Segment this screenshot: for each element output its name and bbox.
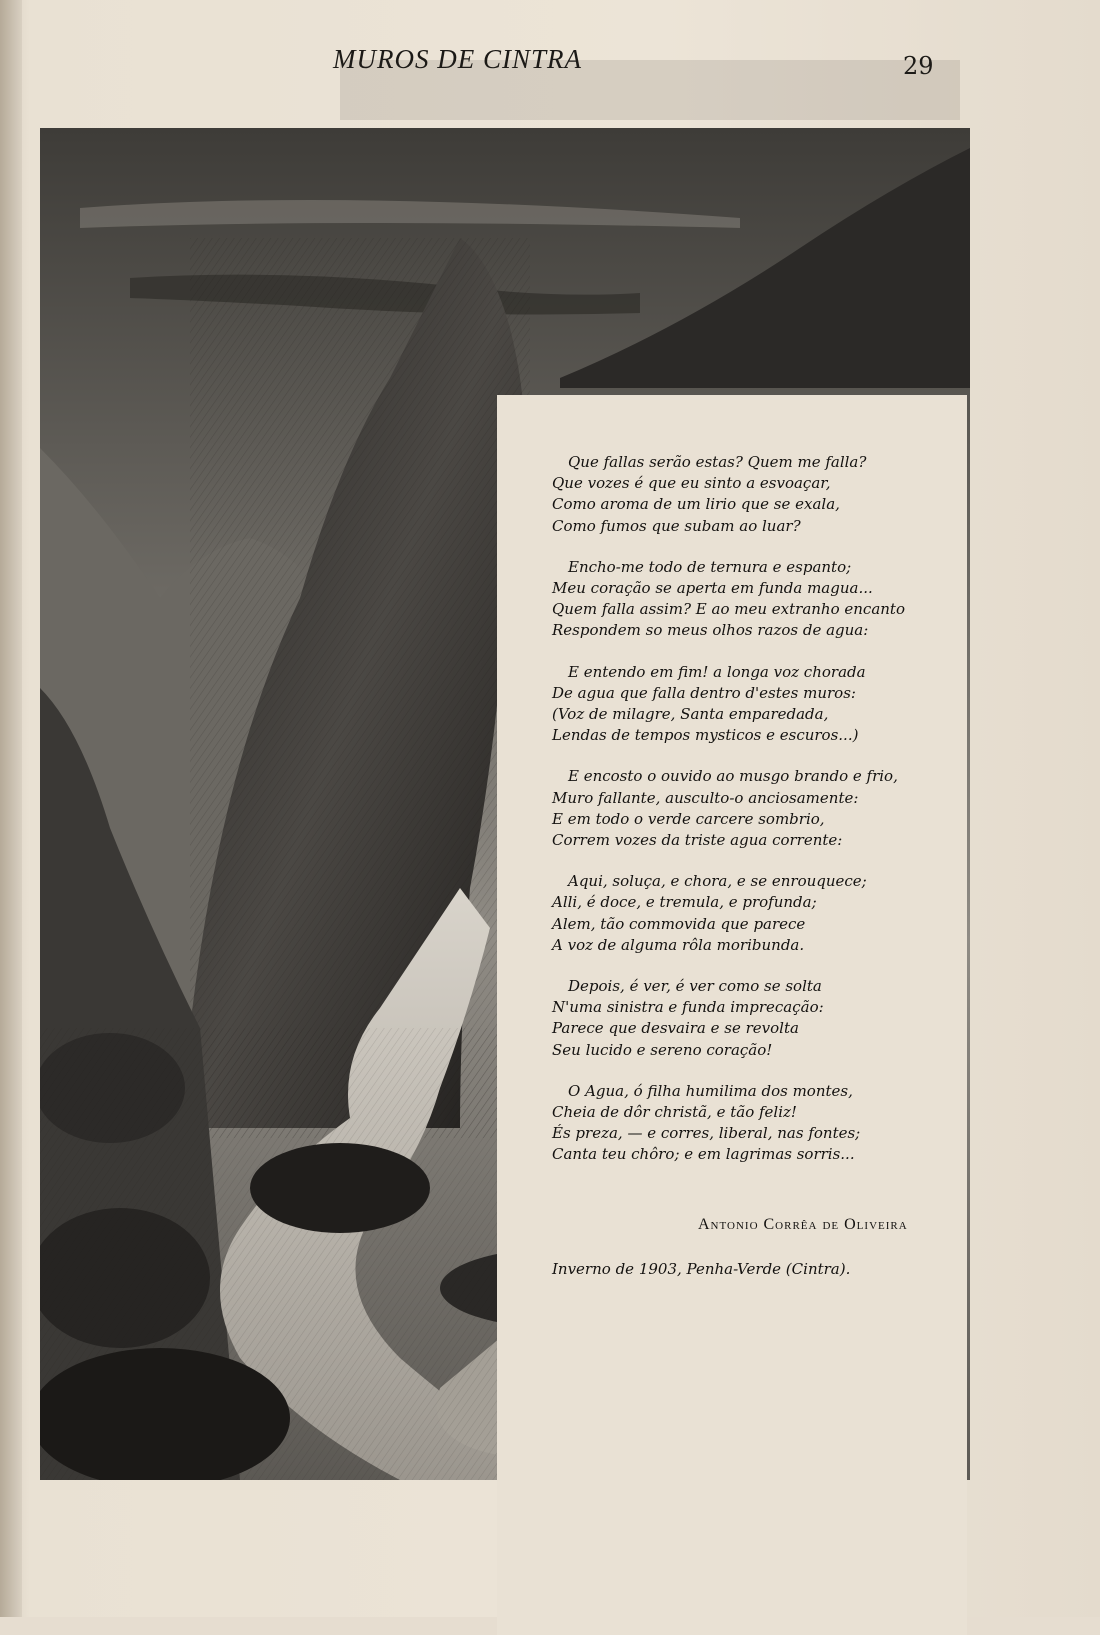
page-binding-shadow bbox=[0, 0, 22, 1617]
poem-stanza bbox=[552, 976, 932, 1061]
poem-body bbox=[552, 452, 932, 1186]
poem-stanza bbox=[552, 871, 932, 956]
poem-line: Respondem so meus olhos razos de agua: bbox=[552, 621, 869, 640]
poem-line: Aqui, soluça, e chora, e se enrouquece; bbox=[568, 872, 867, 891]
poem-line: Que vozes é que eu sinto a esvoaçar, bbox=[552, 474, 831, 493]
poem-line: És preza, — e corres, liberal, nas fontes; bbox=[552, 1124, 861, 1143]
poem-line: Alli, é doce, e tremula, e profunda; bbox=[552, 893, 817, 912]
poem-line: Lendas de tempos mysticos e escuros...) bbox=[552, 726, 859, 745]
poem-author: Antonio Corrêa de Oliveira bbox=[698, 1216, 908, 1233]
poem-line: Encho-me todo de ternura e espanto; bbox=[568, 557, 852, 576]
poem-line: Quem falla assim? E ao meu extranho encanto bbox=[552, 600, 905, 619]
poem-line: Meu coração se aperta em funda magua... bbox=[552, 579, 873, 598]
poem-stanza bbox=[552, 452, 932, 537]
poem-line: Parece que desvaira e se revolta bbox=[552, 1019, 799, 1038]
poem-line: E entendo em fim! a longa voz chorada bbox=[568, 662, 866, 681]
poem-line: Correm vozes da triste agua corrente: bbox=[552, 831, 843, 850]
poem-stanza bbox=[552, 557, 932, 642]
poem-dateline: Inverno de 1903, Penha-Verde (Cintra). bbox=[552, 1260, 851, 1278]
poem-line: Como aroma de um lirio que se exala, bbox=[552, 495, 840, 514]
poem-line: Muro fallante, ausculto-o anciosamente: bbox=[552, 788, 859, 807]
poem-line: N'uma sinistra e funda imprecação: bbox=[552, 998, 824, 1017]
poem-stanza bbox=[552, 766, 932, 851]
poem-line: De agua que falla dentro d'estes muros: bbox=[552, 683, 856, 702]
poem-line: O Agua, ó filha humilima dos montes, bbox=[568, 1081, 853, 1100]
running-head-title: MUROS DE CINTRA bbox=[333, 44, 582, 74]
poem-line: Como fumos que subam ao luar? bbox=[552, 516, 801, 535]
poem-stanza bbox=[552, 1081, 932, 1166]
poem-line: Depois, é ver, é ver como se solta bbox=[568, 977, 822, 996]
poem-line: Cheia de dôr christã, e tão feliz! bbox=[552, 1103, 797, 1122]
poem-line: E em todo o verde carcere sombrio, bbox=[552, 809, 825, 828]
poem-line: (Voz de milagre, Santa emparedada, bbox=[552, 705, 829, 724]
poem-line: Seu lucido e sereno coração! bbox=[552, 1040, 773, 1059]
poem-stanza bbox=[552, 662, 932, 747]
poem-line: E encosto o ouvido ao musgo brando e frio, bbox=[568, 767, 898, 786]
poem-line: Alem, tão commovida que parece bbox=[552, 914, 806, 933]
page-number: 29 bbox=[903, 52, 934, 80]
poem-line: Canta teu chôro; e em lagrimas sorris... bbox=[552, 1145, 855, 1164]
poem-line: Que fallas serão estas? Quem me falla? bbox=[568, 453, 867, 471]
poem-line: A voz de alguma rôla moribunda. bbox=[552, 935, 805, 954]
